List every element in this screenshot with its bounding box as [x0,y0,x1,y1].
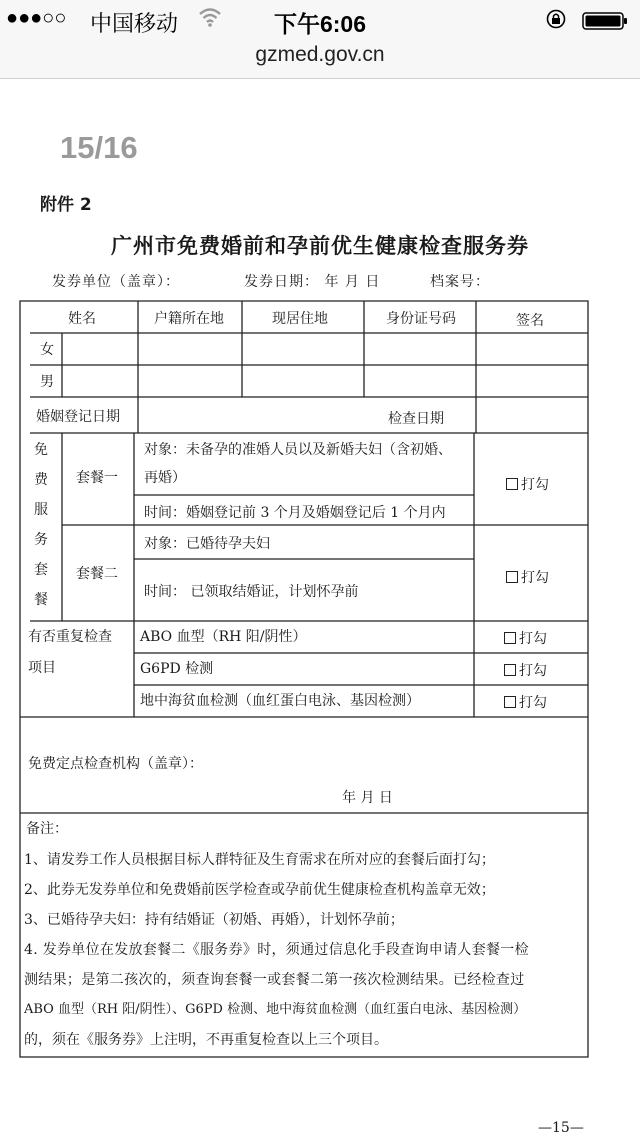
notes-title: 备注： [26,821,68,837]
signal-strength-indicator: ●●●○○ [6,7,67,29]
battery-icon [582,12,628,30]
package2-name: 套餐二 [76,566,118,582]
free-service-char: 套 [34,562,48,578]
repeat-abo-check-label: 打勾 [519,631,547,647]
status-bar [0,0,640,40]
marriage-date-label: 婚姻登记日期 [36,409,120,425]
row-female: 女 [40,342,54,358]
free-service-char: 费 [34,472,48,488]
document-title: 广州市免费婚前和孕前优生健康检查服务券 [111,233,529,258]
note-item: 1、请发券工作人员根据目标人群特征及生育需求在所对应的套餐后面打勾； [24,852,495,868]
note-item: ABO 血型（RH 阳/阴性）、G6PD 检测、地中海贫血检测（血红蛋白电泳、基因检测） [24,1002,527,1017]
free-service-char: 务 [34,532,48,548]
header-id-number: 身份证号码 [386,311,456,327]
document-page-number: —15— [538,1120,584,1136]
row-male: 男 [40,374,54,390]
free-service-char: 服 [34,502,48,518]
issue-date-label: 发券日期： 年 月 日 [244,274,381,290]
file-number-label: 档案号： [430,274,490,290]
service-voucher-form [16,297,592,1062]
free-service-char: 餐 [34,592,48,608]
header-hukou: 户籍所在地 [154,311,224,327]
url-text[interactable]: gzmed.gov.cn [255,43,385,66]
issuer-label: 发券单位（盖章）： [52,274,180,290]
repeat-item-thalassemia: 地中海贫血检测（血红蛋白电泳、基因检测） [140,693,420,709]
free-service-char: 免 [34,442,48,458]
checkbox-square-icon [504,696,516,708]
address-bar[interactable] [0,40,640,79]
header-signature: 签名 [516,313,544,329]
package2-checkbox[interactable] [506,567,549,589]
header-name: 姓名 [68,311,96,327]
checkbox-square-icon [504,632,516,644]
repeat-g6pd-check-label: 打勾 [519,663,547,679]
clock: 下午6:06 [273,11,367,37]
page-indicator: 15/16 [60,130,138,165]
note-item: 2、此券无发券单位和免费婚前医学检查或孕前优生健康检查机构盖章无效； [24,882,495,898]
package1-name: 套餐一 [76,470,118,486]
repeat-item-g6pd: G6PD 检测 [140,661,214,677]
note-item: 测结果；是第二孩次的，须查询套餐一或套餐二第一孩次检测结果。已经检查过 [24,972,525,988]
checkbox-square-icon [506,571,518,583]
package2-time: 时间： 已领取结婚证，计划怀孕前 [144,584,359,600]
header-residence: 现居住地 [272,311,328,327]
note-item: 3、已婚待孕夫妇：持有结婚证（初婚、再婚），计划怀孕前； [24,912,404,928]
repeat-g6pd-checkbox[interactable] [504,660,547,682]
institution-date: 年 月 日 [342,790,393,806]
attachment-label: 附件 2 [40,195,92,215]
repeat-item-abo: ABO 血型（RH 阳/阴性） [140,629,307,645]
checkbox-square-icon [504,664,516,676]
package1-time: 时间：婚姻登记前 3 个月及婚姻登记后 1 个月内 [144,505,446,521]
package2-check-label: 打勾 [521,570,549,586]
repeat-check-label-cont: 项目 [28,660,56,676]
repeat-thalassemia-checkbox[interactable] [504,692,547,714]
exam-date-label: 检查日期 [388,411,444,427]
note-item: 的，须在《服务券》上注明，不再重复检查以上三个项目。 [24,1032,388,1048]
note-item: 4. 发券单位在发放套餐二《服务券》时，须通过信息化手段查询申请人套餐一检 [24,942,529,958]
package1-checkbox[interactable] [506,474,549,496]
institution-label: 免费定点检查机构（盖章）： [28,756,203,772]
package1-check-label: 打勾 [521,477,549,493]
checkbox-square-icon [506,478,518,490]
package1-target: 对象：未备孕的准婚人员以及新婚夫妇（含初婚、 [144,442,452,458]
notes-list [24,845,576,1055]
carrier-name: 中国移动 [90,11,179,36]
package1-target-cont: 再婚） [144,470,186,486]
repeat-thalassemia-check-label: 打勾 [519,695,547,711]
repeat-check-label: 有否重复检查 [28,629,112,645]
package2-target: 对象：已婚待孕夫妇 [144,536,270,552]
repeat-abo-checkbox[interactable] [504,628,547,650]
rotation-lock-icon [546,9,566,29]
